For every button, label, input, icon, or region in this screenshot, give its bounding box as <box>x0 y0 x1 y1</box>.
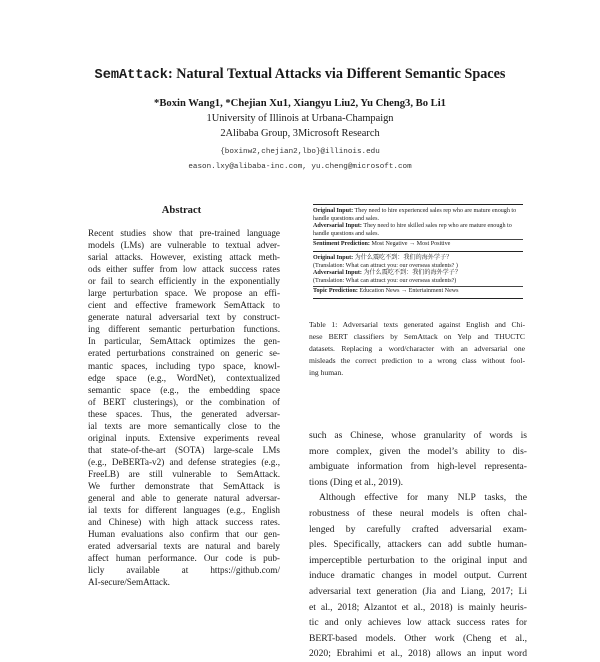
abstract-line: FreeLB) are still vulnerable to SemAttack. <box>88 468 280 479</box>
chinese-example <box>313 251 523 298</box>
abstract-line: and Chinese) with high attack success rates. <box>88 517 280 528</box>
abstract-heading: Abstract <box>161 205 202 216</box>
body-line: ambiguate information from high-level representa- <box>309 461 527 473</box>
abstract-line: Human evaluations also confirm that our gen- <box>88 529 280 540</box>
sentiment-prediction-text: Most Negative → Most Positive <box>371 241 451 248</box>
body-line: induce dramatic changes in model output. Current <box>309 570 527 582</box>
body-line: Although effective for many NLP tasks, the <box>319 492 527 504</box>
caption-line: datasets. Replacing a word/character with an adversarial one <box>309 344 525 354</box>
english-original-text: They need to hire experienced sales rep who are mature enough to handle questions and sales. <box>313 208 517 222</box>
abstract-line: edge space (e.g., WordNet), contextualized <box>88 372 280 383</box>
abstract-line: that state-of-the-art (SOTA) large-scale LMs <box>88 444 280 455</box>
abstract-line: models (LMs) are vulnerable to textual adver- <box>88 240 280 251</box>
abstract-line: original inputs. Extensive experiments reveal <box>88 432 280 443</box>
topic-prediction-label: Topic Prediction: <box>313 288 358 295</box>
body-line: ples. Specifically, attackers can add subtle human- <box>309 539 527 551</box>
body-line: imperceptible perturbation to the original input and <box>309 554 527 566</box>
email-line-1: {boxinw2,chejian2,lbo}@illinois.edu <box>220 148 380 156</box>
body-line: adversarial text generation (Jia and Liang, 2017; Li <box>309 585 527 597</box>
abstract-body <box>88 227 280 588</box>
original-input-label: Original Input: <box>313 208 354 214</box>
email-line-2: eason.lxy@alibaba-inc.com, yu.cheng@microsoft.com <box>188 163 412 171</box>
abstract-line: We further demonstrate that SemAttack is <box>88 480 280 491</box>
body-line: BERT-based models. Other work (Cheng et al., <box>309 632 527 644</box>
abstract-line: affect human performance. Our code is pub- <box>88 553 280 564</box>
abstract-line: ial texts for different languages (e.g., English <box>88 505 280 516</box>
body-text <box>309 428 527 662</box>
abstract-line: AI-secure/SemAttack. <box>88 577 170 588</box>
topic-prediction-text: Education News → Entertainment News <box>359 288 459 295</box>
abstract-line: erated perturbations constrained on generic se- <box>88 348 280 359</box>
abstract-line: these spaces. Thus, the generated adversar- <box>88 408 280 419</box>
body-line: tic and only achieves low attack success rates for <box>309 617 527 629</box>
adversarial-input-label: Adversarial Input: <box>313 223 362 230</box>
caption-line: ing human. <box>309 368 344 378</box>
abstract-line: (e.g., DeBERTa-v2) and defense strategies (e.g., <box>88 456 280 467</box>
body-line: lenged by carefully crafted adversarial exam- <box>309 523 527 535</box>
sentiment-prediction-row <box>313 239 523 249</box>
body-line: et al., 2018; Alzantot et al., 2018) is mainly heuris- <box>309 601 527 613</box>
body-line: such as Chinese, whose granularity of words is <box>309 430 527 441</box>
chinese-original-row <box>313 255 523 263</box>
sentiment-prediction-label: Sentiment Prediction: <box>313 241 370 248</box>
abstract-line: mantic spaces, including typo space, knowl- <box>88 360 280 371</box>
adversarial-input-label: Adversarial Input: <box>313 270 362 277</box>
abstract-line: sarial attacks. However, existing attack meth- <box>88 252 280 263</box>
abstract-line: erated adversarial texts are natural and barely <box>88 541 280 552</box>
abstract-line: ods either suffer from low attack success rates <box>88 264 280 275</box>
table-caption <box>309 319 525 379</box>
abstract-line: generate natural adversarial text by construct- <box>88 312 280 323</box>
example-table <box>313 204 523 299</box>
abstract-line: Recent studies show that pre-trained language <box>88 228 280 238</box>
abstract-line: In particular, SemAttack optimizes the gen- <box>88 336 280 347</box>
caption-line: nese BERT classifiers by SemAttack on Yelp and THUCTC <box>309 332 525 342</box>
affiliation-1: 1University of Illinois at Urbana-Champaign <box>206 113 394 124</box>
abstract-line: ial texts are more semantically close to the <box>88 420 280 431</box>
original-input-label: Original Input: <box>313 254 354 261</box>
abstract-line: cient and effective framework SemAttack to <box>88 300 280 311</box>
english-adversarial-text: They need to hire skilled sales rep who are mature enough to handle questions and sales. <box>313 223 512 237</box>
abstract-line: semantic space (e.g., the embedding space <box>88 384 280 395</box>
chinese-original-text: 为什么震吃不到：我们的海外学子？ <box>354 254 453 261</box>
body-line: tions (Ding et al., 2019). <box>309 476 404 488</box>
translation-2: (Translation: What can attract you: our overseas students?) <box>313 277 457 284</box>
abstract-line: licly available at https://github.com/ <box>88 565 280 576</box>
chinese-adversarial-row <box>313 270 523 278</box>
abstract-line: ing different semantic perturbation functions. <box>88 324 280 335</box>
caption-line: Table 1: Adversarial texts generated against English and Chi- <box>309 320 525 329</box>
abstract-line: or fail to search efficiently in the exponentially <box>88 276 280 287</box>
english-adversarial-row <box>313 223 523 238</box>
paper-title <box>0 66 600 83</box>
abstract-line: general and able to generate natural adversar- <box>88 493 280 504</box>
body-line: robustness of these neural models is often chal- <box>309 507 527 519</box>
affiliation-2: 2Alibaba Group, 3Microsoft Research <box>220 128 380 139</box>
title-text: : Natural Textual Attacks via Different Semantic Spaces <box>167 66 506 82</box>
english-original-row <box>313 208 523 223</box>
body-line: more complex, given the model’s ability to dis- <box>309 445 527 457</box>
body-line: 2020; Ebrahimi et al., 2018) allows an input word <box>309 648 527 660</box>
author-list: *Boxin Wang1, *Chejian Xu1, Xiangyu Liu2, Yu Cheng3, Bo Li1 <box>154 98 446 109</box>
abstract-line: of BERT clusterings), or the combination of <box>88 396 280 407</box>
chinese-adversarial-text: 为什么震吃不到：我们的海外学子？ <box>363 270 461 277</box>
abstract-line: large perturbation space. We propose an effi- <box>88 288 280 299</box>
translation-1: (Translation: What can attract you: our overseas students? ) <box>313 262 458 269</box>
english-example <box>313 205 523 251</box>
topic-prediction-row <box>313 286 523 296</box>
caption-line: misleads the correct prediction to a wrong class without fool- <box>309 356 525 366</box>
system-name: SemAttack <box>94 68 168 83</box>
